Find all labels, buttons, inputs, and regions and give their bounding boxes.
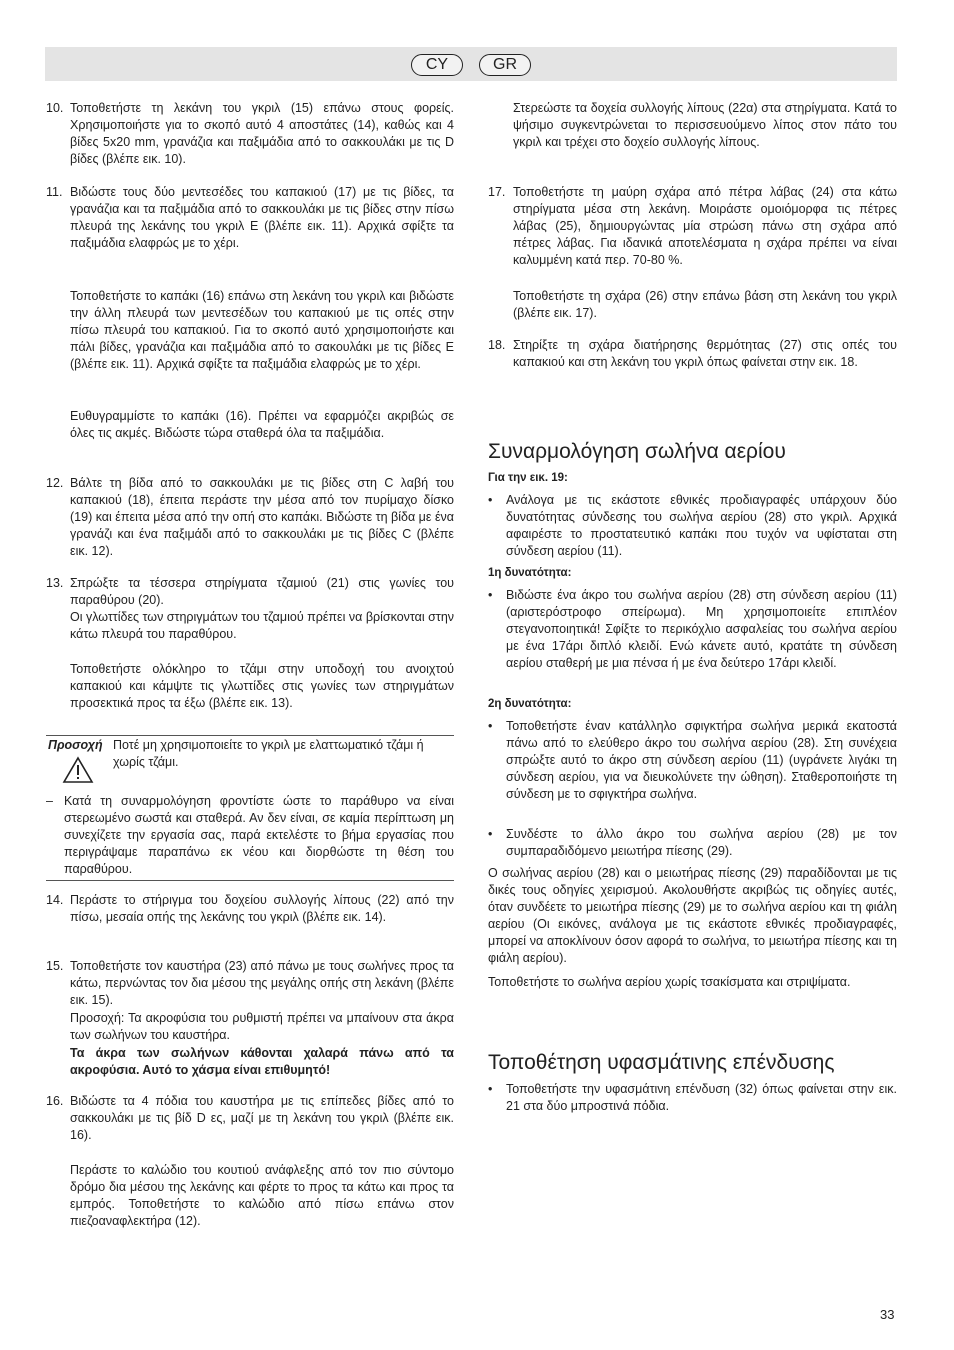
step-11-text-2: Τοποθετήστε το καπάκι (16) επάνω στη λεκάνη του γκριλ και βιδώστε την άλλη πλευρά των μεντεσέδων του καπακιού με τις οπές στην πίσω πλευρά του καπακιού. Για το σκοπό αυτό χρησιμοποιήστε και πάλι βίδες, γρανάζια και παξιμάδια από το σακουλάκι με τις βίδες E (βλέπε εικ. 11). Αρχικά σφίξτε τα παξιμάδια ελαφρώς με το χέρι. — [70, 289, 454, 371]
step-13-text-2: Οι γλωττίδες των στηριγμάτων του τζαμιού πρέπει να βρίσκονται στην κάτω πλευρά του παραθύρου. — [70, 610, 455, 641]
warning-label: Προσοχή — [48, 738, 103, 752]
step-18-text: Στηρίξτε τη σχάρα διατήρησης θερμότητας (27) στις οπές του καπακιού και στη λεκάνη του γκριλ όπως φαίνεται στην εικ. 18. — [513, 338, 897, 369]
bullet: • — [488, 493, 493, 507]
step-11-text: Βιδώστε τους δύο μεντεσέδες του καπακιού (17) με τις βίδες, τα γρανάζια και τα παξιμάδια από το σακκουλάκι με τις βίδες στην πίσω πλευρά της λεκάνης του γκριλ E (βλέπε εικ. 11). Αρχικά σφίξτε τα παξιμάδια ελαφρώς με το χέρι. — [70, 185, 454, 250]
step-15-emphasis: Τα άκρα των σωλήνων κάθονται χαλαρά πάνω από τα ακροφύσια. Αυτό το χάσμα είναι επιθυμητό! — [70, 1046, 454, 1077]
step-10-text: Τοποθετήστε τη λεκάνη του γκριλ (15) επάνω στους φορείς. Χρησιμοποιήστε για το σκοπό αυτό 4 αποστάτες (14), καθώς και 4 βίδες 5x20 mm, γρανάζια και παξιμάδια από το σακκουλάκι με τις D βίδες (βλέπε εικ. 10). — [70, 101, 454, 166]
step-16-text-3: Στερεώστε τα δοχεία συλλογής λίπους (22α) στα στηρίγματα. Κατά το ψήσιμο συγκεντρώνεται το περισσευούμενο λίπος στον πάτο του γκριλ και τρέχει στο δοχείο συλλογής λίπους. — [513, 101, 897, 149]
option-heading-2: 2η δυνατότητα: — [488, 698, 572, 710]
step-13-text-3: Τοποθετήστε ολόκληρο το τζάμι στην υποδοχή του ανοιχτού καπακιού και κάμψτε τις γλωττίδες στις γωνίες των στηριγμάτων προσεκτικά προς τα έξω (βλέπε εικ. 13). — [70, 662, 454, 710]
dash-marker: – — [46, 794, 53, 808]
step-17-text-2: Τοποθετήστε τη σχάρα (26) στην επάνω βάση στη λεκάνη του γκριλ (βλέπε εικ. 17). — [513, 289, 897, 320]
step-13-text: Σπρώξτε τα τέσσερα στηρίγματα τζαμιού (21) στις γωνίες του παραθύρου (20). — [70, 576, 454, 607]
step-number: 12. — [46, 476, 64, 490]
step-number: 10. — [46, 101, 64, 115]
step-16-text: Βιδώστε τα 4 πόδια του καυστήρα με τις επίπεδες βίδες από το σακκουλάκι με τις βίδ D ες, μαζί με τη λεκάνη του γκριλ (βλέπε εικ. 16). — [70, 1094, 454, 1142]
step-11-text-3: Ευθυγραμμίστε το καπάκι (16). Πρέπει να εφαρμόζει ακριβώς σε όλες τις ακμές. Βιδώστε τώρα σταθερά όλα τα παξιμάδια. — [70, 409, 454, 440]
step-number: 14. — [46, 893, 64, 907]
bullet: • — [488, 827, 493, 841]
page-number: 33 — [880, 1307, 895, 1322]
warning-note: Κατά τη συναρμολόγηση φροντίστε ώστε το παράθυρο να είναι στερεωμένο σωστά και σταθερά. Αν δεν είναι, σε καμία περίπτωση μη συνεχίζετε την εργασία σας, παρά εκτελέστε το βήμα εργασίας που περιγράψαμε παραπάνω εκ νέου και διορθώστε τη θέση του παραθύρου. — [64, 794, 454, 876]
step-number: 11. — [46, 185, 63, 199]
step-15-caution: Προσοχή: Τα ακροφύσια του ρυθμιστή πρέπει να μπαίνουν στα άκρα των σωλήνων του καυστήρα. — [70, 1011, 454, 1042]
step-17-text: Τοποθετήστε τη μαύρη σχάρα από πέτρα λάβας (24) στα κάτω στηρίγματα μέσα στη λεκάνη. Μοιράστε ομοιόμορφα τις πέτρες λάβας (25), δημιουργώντας μία στρώση πάνω στη σχάρα από πέτρες λάβας. Για ιδανικά αποτελέσματα η σχάρα πρέπει να είναι καλυμμένη κατά περ. 70-80 %. — [513, 185, 897, 267]
paragraph: Τοποθετήστε το σωλήνα αερίου χωρίς τσακίσματα και στριψίματα. — [488, 975, 851, 989]
language-badge-gr: GR — [479, 54, 531, 76]
section-heading-fabric-cover: Τοποθέτηση υφασμάτινης επένδυσης — [488, 1051, 835, 1074]
language-badge-cy: CY — [411, 54, 463, 76]
bullet-text: Βιδώστε ένα άκρο του σωλήνα αερίου (28) στη σύνδεση αερίου (11) (αριστερόστροφο σπείρωμα). Μη χρησιμοποιείτε επιπλέον στεγανοποιητικά! Σφίξτε το περικόχλιο ασφαλείας του σωλήνα αερίου με ένα 17άρι διπλό κλειδί. Ενώ κάνετε αυτό, κρατάτε τη σύνδεση αερίου σταθερή με μια πένσα ή με ένα δεύτερο 17άρι κλειδί. — [506, 588, 897, 670]
warning-text: Ποτέ μη χρησιμοποιείτε το γκριλ με ελαττωματικό τζάμι ή χωρίς τζάμι. — [113, 738, 424, 769]
bullet: • — [488, 588, 493, 602]
step-number: 17. — [488, 185, 506, 199]
option-heading-1: 1η δυνατότητα: — [488, 567, 572, 579]
bullet: • — [488, 1082, 493, 1096]
bullet-text: Τοποθετήστε την υφασμάτινη επένδυση (32) όπως φαίνεται στην εικ. 21 στα δύο μπροστινά πόδια. — [506, 1082, 897, 1113]
bullet: • — [488, 719, 493, 733]
divider — [46, 880, 454, 881]
step-number: 16. — [46, 1094, 64, 1108]
bullet-text: Συνδέστε το άλλο άκρο του σωλήνα αερίου (28) με τον συμπαραδιδόμενο μειωτήρα πίεσης (29). — [506, 827, 897, 858]
section-heading-gas-hose: Συναρμολόγηση σωλήνα αερίου — [488, 440, 786, 463]
step-number: 13. — [46, 576, 64, 590]
step-16-text-2: Περάστε το καλώδιο του κουτιού ανάφλεξης από τον πιο σύντομο δρόμο δια μέσου της λεκάνης και φέρτε το προς τα κάτω και προς τα εμπρός. Τοποθετήστε το καλώδιο από πίσω επάνω στον πιεζοαναφλεκτήρα (12). — [70, 1163, 454, 1228]
figure-reference: Για την εικ. 19: — [488, 472, 568, 484]
step-12-text: Βάλτε τη βίδα από το σακκουλάκι με τις βίδες στη C λαβή του καπακιού (18), έπειτα περάστε την μέσα από τον πυρίμαχο δίσκο (19) και έπειτα μέσα από την οπή στο καπάκι. Βιδώστε τη βίδα με ένα γρανάζι και ένα παξιμάδι από το σακκουλάκι με τις βίδες C (βλέπε εικ. 12). — [70, 476, 454, 558]
step-15-text: Τοποθετήστε τον καυστήρα (23) από πάνω με τους σωλήνες προς τα κάτω, περνώντας τον δια μέσου της μεγάλης οπής στη λεκάνη (βλέπε εικ. 15). — [70, 959, 454, 1007]
bullet-text: Ανάλογα με τις εκάστοτε εθνικές προδιαγραφές υπάρχουν δύο δυνατότητας σύνδεσης του σωλήνα αερίου (28) στο γκριλ. Αρχικά αφαιρέστε το προστατευτικό καπάκι που τυχόν να υφίσταται στη σύνδεση αερίου (11). — [506, 493, 897, 558]
step-number: 18. — [488, 338, 506, 352]
divider — [46, 735, 454, 736]
warning-triangle-icon — [62, 756, 94, 784]
step-14-text: Περάστε το στήριγμα του δοχείου συλλογής λίπους (22) από την πίσω, μεσαία οπής της λεκάνης του γκριλ (βλέπε εικ. 14). — [70, 893, 454, 924]
header-bar — [45, 47, 897, 81]
bullet-text: Τοποθετήστε έναν κατάλληλο σφιγκτήρα σωλήνα μερικά εκατοστά πάνω από το ελεύθερο άκρο του σωλήνα αερίου (28). Στη συνέχεια σπρώξτε αυτό το άκρο στη σύνδεση αερίου (11) (υγράνετε λιγάκι τη σύνδεση αερίου, για να διευκολύνετε την ώθηση). Σταθεροποιήστε τη σύνδεση με το σφιγκτήρα σωλήνα. — [506, 719, 897, 801]
paragraph: Ο σωλήνας αερίου (28) και ο μειωτήρας πίεσης (29) παραδίδονται με τις δικές τους οδηγίες χειρισμού. Ακολουθήστε ακριβώς τις οδηγίες αυτές, όταν συνδέετε το μειωτήρα πίεσης (29) με το σωλήνα αερίου και τη φιάλη αερίου (Οι εικόνες, ανάλογα με τις εκάστοτε εθνικές προδιαγραφές, μπορεί να αποκλίνουν όσον αφορά το σωλήνα, το μειωτήρα πίεσης και τη φιάλη αερίου). — [488, 866, 897, 965]
step-number: 15. — [46, 959, 64, 973]
